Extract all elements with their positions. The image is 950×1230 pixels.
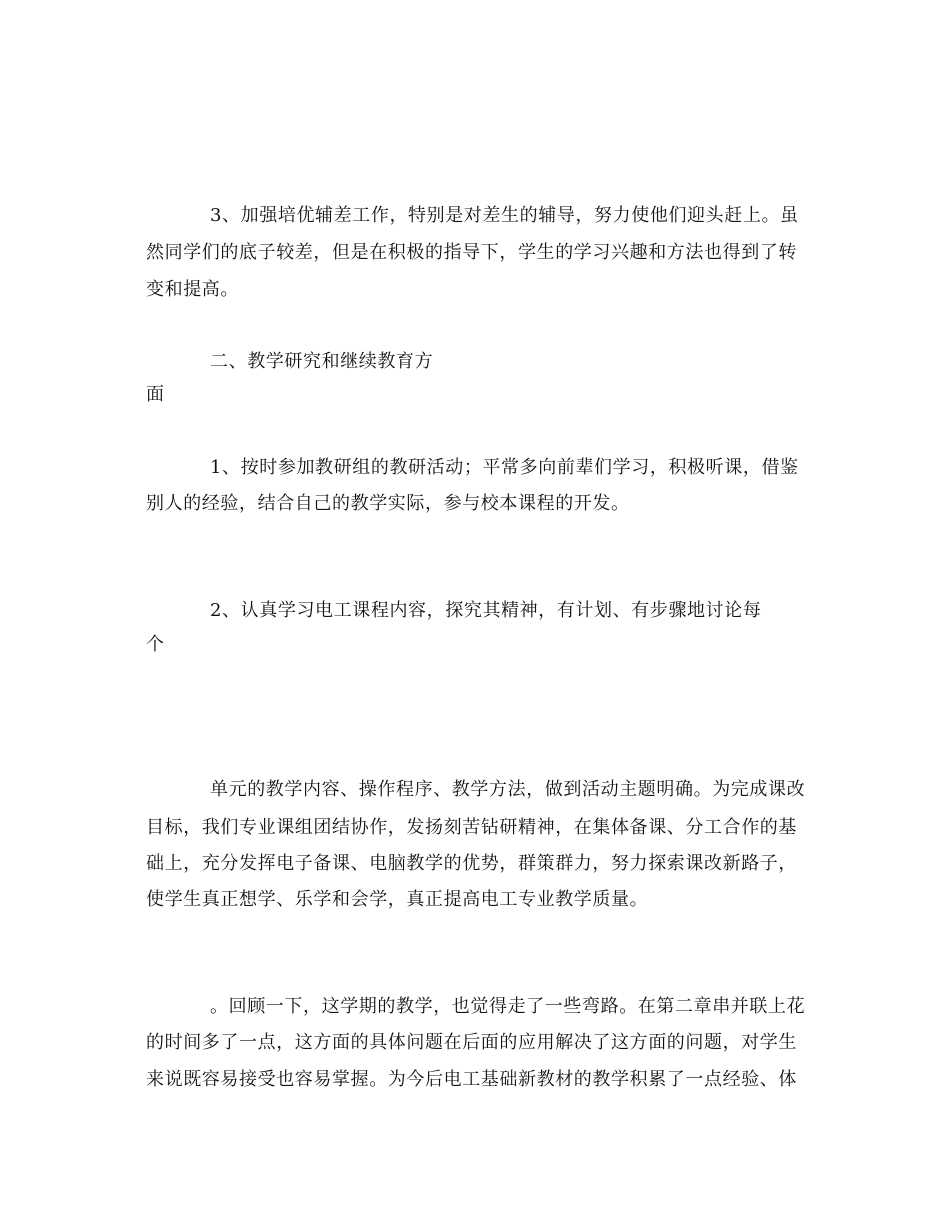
paragraph-4-line-2: 个	[146, 634, 165, 655]
paragraph-5-line-4: 使学生真正想学、乐学和会学，真正提高电工专业教学质量。	[146, 889, 649, 910]
paragraph-4-line-1: 2、认真学习电工课程内容，探究其精神，有计划、有步骤地讨论每	[210, 600, 762, 621]
section-heading-line-2: 面	[146, 384, 165, 405]
section-heading-line-1: 二、教学研究和继续教育方	[210, 351, 434, 372]
paragraph-3-line-2: 别人的经验，结合自己的教学实际，参与校本课程的开发。	[146, 493, 630, 514]
paragraph-5-line-3: 础上，充分发挥电子备课、电脑教学的优势，群策群力，努力探索课改新路子，	[146, 853, 797, 874]
paragraph-6-line-3: 来说既容易接受也容易掌握。为今后电工基础新教材的教学积累了一点经验、体	[146, 1069, 797, 1090]
paragraph-5-line-1: 单元的教学内容、操作程序、教学方法，做到活动主题明确。为完成课改	[210, 779, 806, 800]
paragraph-3-line-1: 1、按时参加教研组的教研活动；平常多向前辈们学习，积极听课，借鉴	[210, 457, 799, 478]
paragraph-1-line-3: 变和提高。	[146, 279, 239, 300]
paragraph-5-line-2: 目标，我们专业课组团结协作，发扬刻苦钻研精神，在集体备课、分工合作的基	[146, 817, 797, 838]
paragraph-1-line-2: 然同学们的底子较差，但是在积极的指导下，学生的学习兴趣和方法也得到了转	[146, 242, 797, 263]
paragraph-6-line-2: 的时间多了一点，这方面的具体问题在后面的应用解决了这方面的问题，对学生	[146, 1032, 797, 1053]
paragraph-6-line-1: 。回顾一下，这学期的教学，也觉得走了一些弯路。在第二章串并联上花	[210, 996, 806, 1017]
paragraph-1-line-1: 3、加强培优辅差工作，特别是对差生的辅导，努力使他们迎头赶上。虽	[210, 205, 799, 226]
